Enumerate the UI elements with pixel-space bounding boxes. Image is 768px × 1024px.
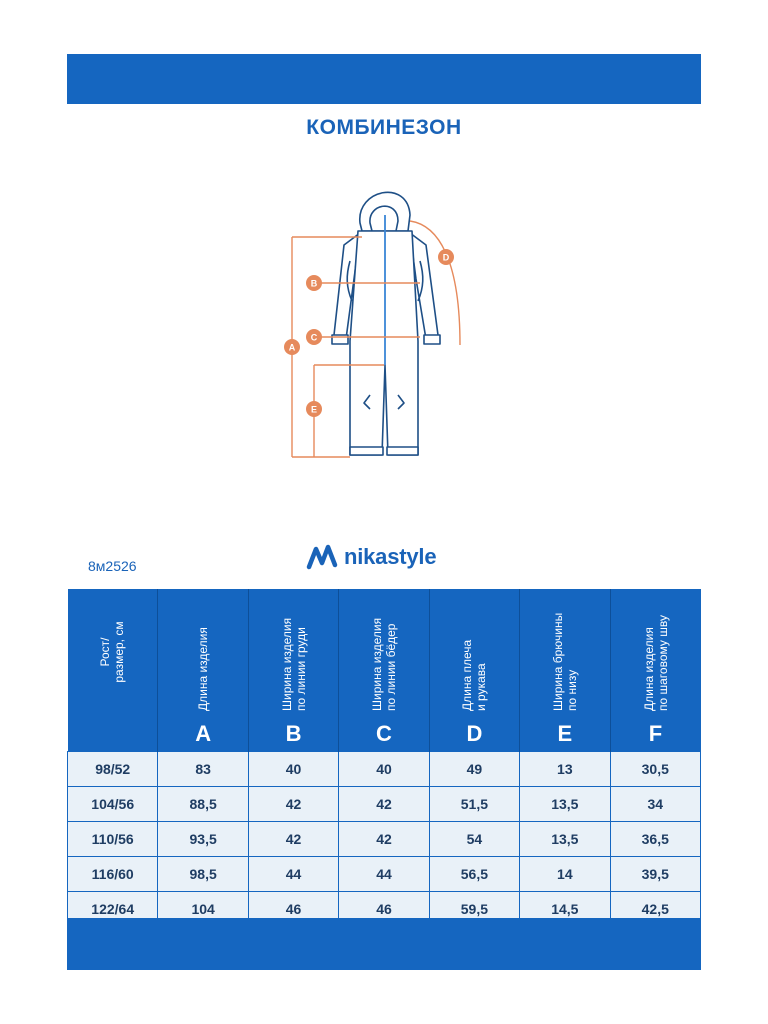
- table-cell: 116/60: [68, 857, 158, 892]
- table-cell: 36,5: [610, 822, 700, 857]
- table-cell: 34: [610, 787, 700, 822]
- header-label: Ширина брючины по низу: [550, 612, 579, 711]
- table-cell: 13,5: [520, 787, 610, 822]
- marker-e-label: E: [310, 404, 318, 415]
- table-cell: 44: [339, 857, 429, 892]
- table-cell: 14,5: [520, 892, 610, 927]
- nikastyle-wave-logo-icon: [306, 541, 340, 573]
- marker-a-label: A: [288, 342, 296, 353]
- table-row: [68, 787, 701, 822]
- table-cell: 40: [248, 752, 338, 787]
- table-cell: 13,5: [520, 822, 610, 857]
- table-cell: 42: [248, 822, 338, 857]
- table-cell: 13: [520, 752, 610, 787]
- table-cell: 54: [429, 822, 519, 857]
- header-label: Ширина изделия по линии бёдер: [369, 617, 398, 711]
- table-row: [68, 822, 701, 857]
- table-cell: 98,5: [158, 857, 248, 892]
- article-number: 8м2526: [88, 558, 137, 574]
- table-cell: 83: [158, 752, 248, 787]
- header-letter: C: [376, 721, 392, 746]
- table-cell: 104/56: [68, 787, 158, 822]
- table-cell: 46: [339, 892, 429, 927]
- table-cell: 42,5: [610, 892, 700, 927]
- header-label: Длина изделия: [196, 627, 211, 711]
- top-banner: [67, 54, 701, 104]
- table-cell: 30,5: [610, 752, 700, 787]
- table-row: [68, 857, 701, 892]
- marker-b-label: B: [310, 278, 318, 289]
- table-cell: 49: [429, 752, 519, 787]
- table-cell: 46: [248, 892, 338, 927]
- header-letter: A: [195, 721, 212, 746]
- header-label: Рост/ размер, см: [98, 621, 127, 683]
- table-cell: 59,5: [429, 892, 519, 927]
- header-label: Длина плеча и рукава: [460, 639, 489, 711]
- bottom-banner: [67, 918, 701, 970]
- table-cell: 122/64: [68, 892, 158, 927]
- table-cell: 93,5: [158, 822, 248, 857]
- jumpsuit-diagram: [270, 175, 500, 475]
- header-f: [610, 589, 700, 752]
- header-letter: F: [648, 721, 663, 746]
- table-cell: 88,5: [158, 787, 248, 822]
- table-cell: 110/56: [68, 822, 158, 857]
- table-cell: 42: [339, 822, 429, 857]
- header-label: Длина изделия по шаговому шву: [641, 615, 670, 711]
- page-title: КОМБИНЕЗОН: [306, 116, 462, 139]
- table-cell: 42: [339, 787, 429, 822]
- table-cell: 14: [520, 857, 610, 892]
- marker-c-label: C: [310, 332, 318, 343]
- table-cell: 51,5: [429, 787, 519, 822]
- table-cell: 104: [158, 892, 248, 927]
- header-letter: D: [466, 721, 483, 746]
- size-table: [67, 589, 701, 927]
- table-cell: 39,5: [610, 857, 700, 892]
- table-cell: 40: [339, 752, 429, 787]
- brand-logo-block: [306, 540, 436, 574]
- table-cell: 44: [248, 857, 338, 892]
- table-row: [68, 752, 701, 787]
- header-letter: E: [557, 721, 573, 746]
- marker-d-label: D: [442, 252, 450, 263]
- table-header-row: [68, 589, 701, 752]
- brand-name: nikastyle: [344, 544, 437, 569]
- header-label: Ширина изделия по линии груди: [279, 617, 308, 711]
- header-letter: B: [285, 721, 302, 746]
- table-cell: 42: [248, 787, 338, 822]
- table-cell: 56,5: [429, 857, 519, 892]
- table-cell: 98/52: [68, 752, 158, 787]
